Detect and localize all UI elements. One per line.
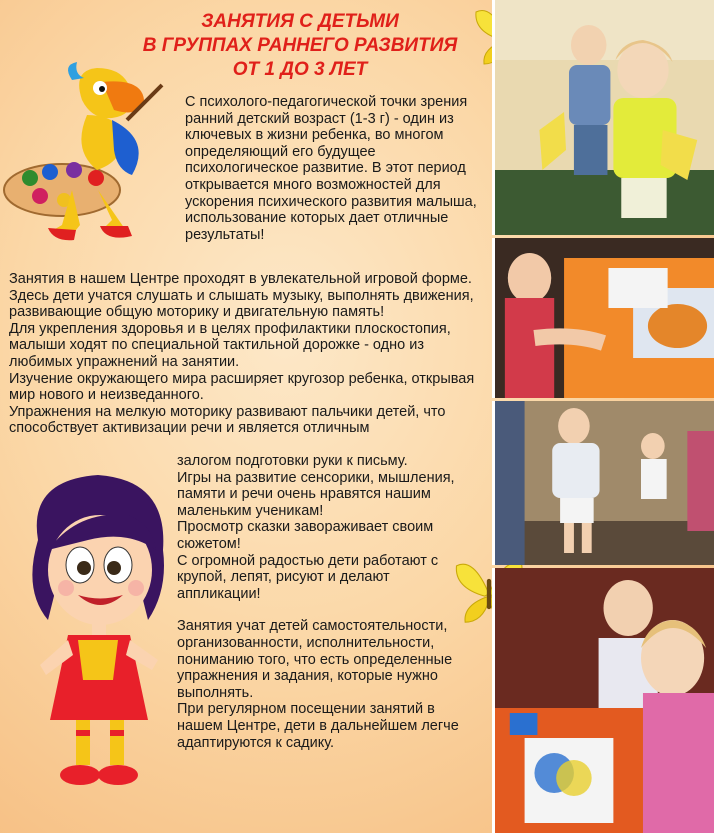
text-column-narrow: [177, 453, 477, 751]
paragraph-crafts: С огромной радостью дети работают с крупой, лепят, рисуют и делают аппликации!: [177, 552, 439, 602]
photo-children-painting: [492, 568, 714, 833]
photo-toddler-walking: [492, 401, 714, 565]
paragraph-sensory: Игры на развитие сенсорики, мышления, памяти и речи очень нравятся нашим маленьким ученикам!: [177, 469, 455, 519]
page-title: [120, 10, 480, 82]
parrot-painter-illustration: [2, 60, 172, 250]
photo-children-flags: [492, 0, 714, 235]
photo-children-pictures: [492, 238, 714, 398]
paragraph-discipline: Занятия учат детей самостоятельности, организованности, исполнительности, пониманию того, что есть определенные упражнения и задания, которые нужно выполнять.: [177, 618, 453, 701]
intro-paragraph: С психолого-педагогической точки зрения ранний детский возраст (1-3 г) - один из ключевых в жизни ребенка, во многом определяющий его будущее психологическое развитие. В этот период открывается много возможностей для ускорения психического развития малыша, использование которых дает отличные результаты!: [185, 94, 477, 243]
paragraph-health: Для укрепления здоровья и в целях профилактики плоскостопия, малыши ходят по специальной тактильной дорожке - одно из любимых упражнений на занятии.: [9, 320, 451, 370]
paragraph-fairy-tale: Просмотр сказки завораживает своим сюжетом!: [177, 519, 434, 552]
paragraph-game-form: Занятия в нашем Центре проходят в увлекательной игровой форме. Здесь дети учатся слушать и слышать музыку, выполнять движения, развивающие общую моторику и двигательную память!: [9, 271, 474, 321]
text-column-wide: [9, 271, 485, 437]
paragraph-adaptation: При регулярном посещении занятий в нашем Центре, дети в дальнейшем легче адаптируются к садику.: [177, 701, 459, 751]
title-line-1: ЗАНЯТИЯ С ДЕТЬМИ: [201, 11, 399, 32]
paragraph-world: Изучение окружающего мира расширяет кругозор ребенка, открывая мир нового и неизведанного.: [9, 370, 475, 404]
cartoon-girl-illustration: [18, 470, 178, 795]
paragraph-motor-skills: Упражнения на мелкую моторику развивают пальчики детей, что способствует активизации речи и является отличным: [9, 403, 446, 437]
paragraph-motor-skills-end: залогом подготовки руки к письму.: [177, 453, 408, 469]
title-line-3: ОТ 1 ДО 3 ЛЕТ: [232, 59, 368, 80]
title-line-2: В ГРУППАХ РАННЕГО РАЗВИТИЯ: [142, 35, 458, 56]
